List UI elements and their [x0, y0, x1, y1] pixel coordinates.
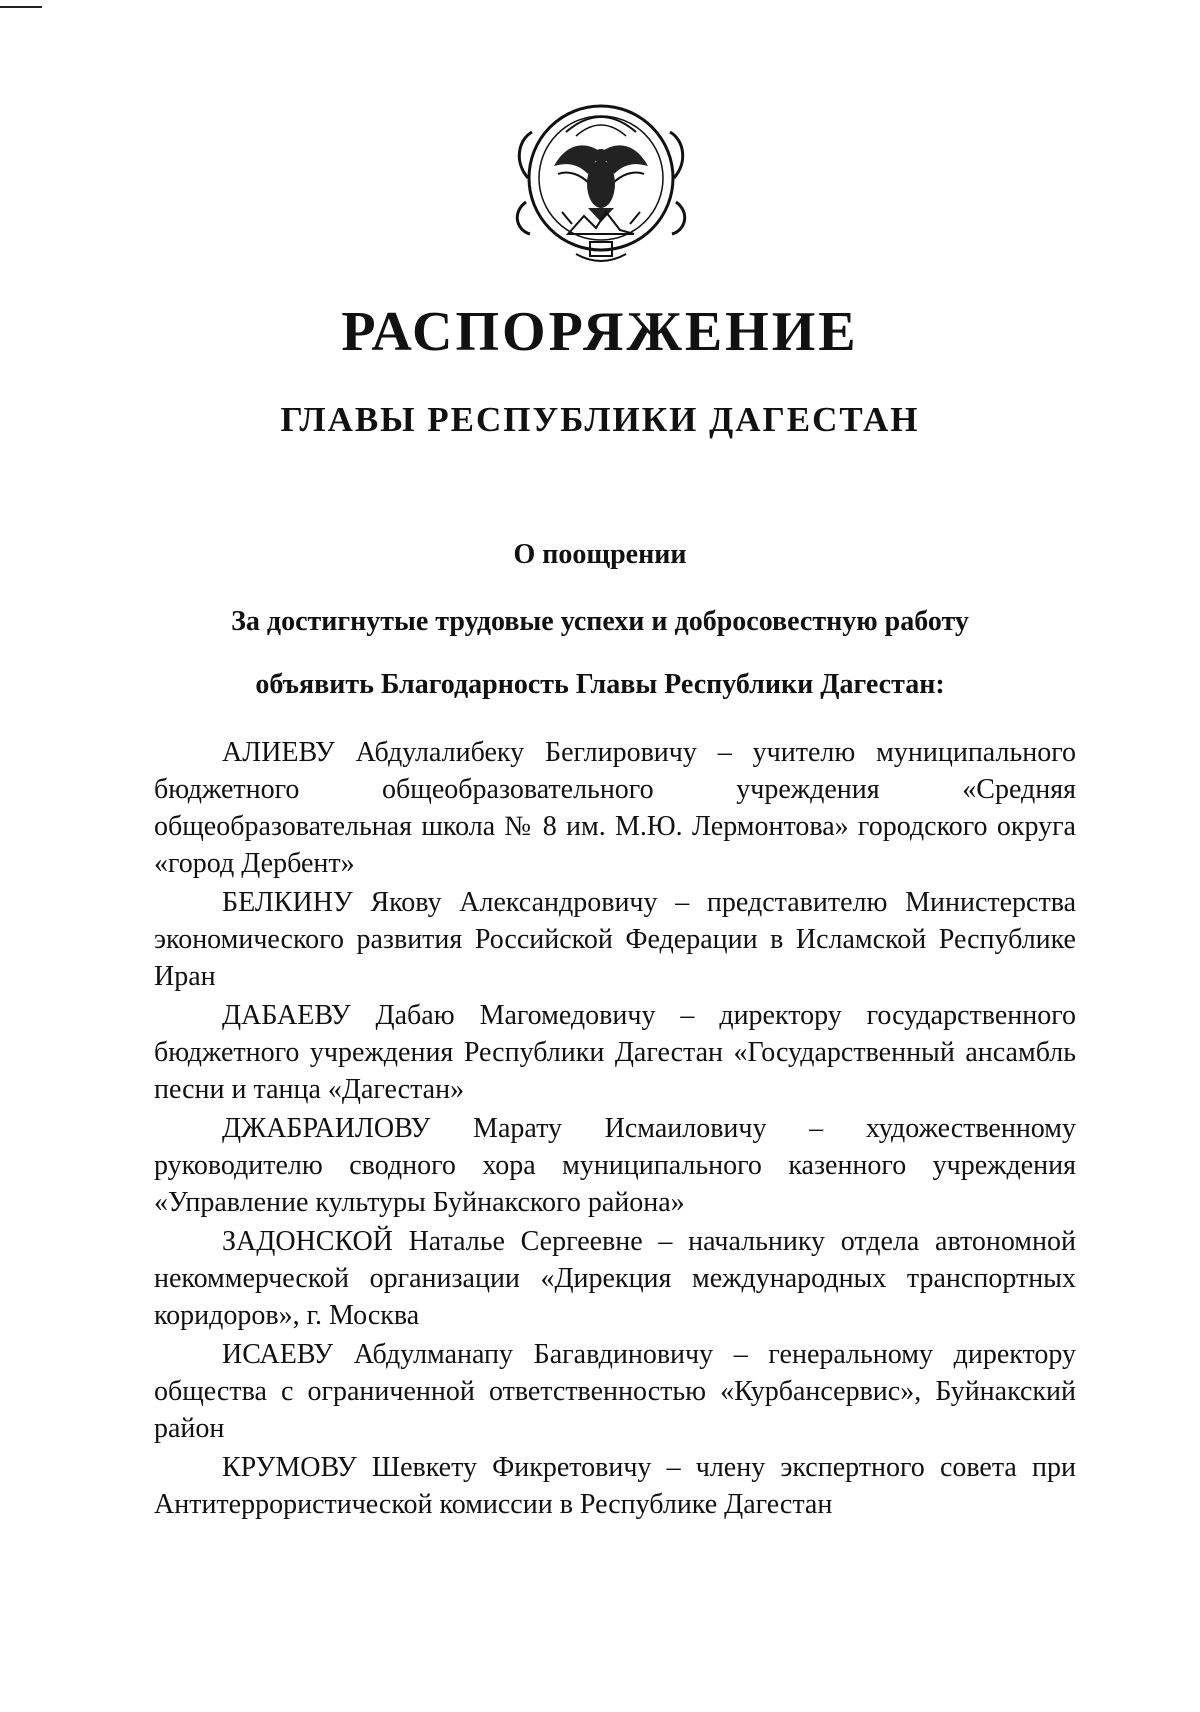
- award-entry: КРУМОВУ Шевкету Фикретовичу – члену экспертного совета при Антитеррористической комиссии в Республике Дагестан: [154, 1452, 1076, 1520]
- intro-line-1: За достигнутые трудовые успехи и добросовестную работу: [231, 606, 969, 637]
- document-subtitle: ГЛАВЫ РЕСПУБЛИКИ ДАГЕСТАН: [280, 400, 920, 439]
- award-entry: ЗАДОНСКОЙ Наталье Сергеевне – начальнику отдела автономной некоммерческой организации «Дирекция международных транспортных коридоров», г. Москва: [154, 1226, 1076, 1331]
- award-entry: ДАБАЕВУ Дабаю Магомедовичу – директору государственного бюджетного учреждения Республики Дагестан «Государственный ансамбль песни и танца «Дагестан»: [154, 1000, 1076, 1105]
- award-list: [154, 734, 1076, 1525]
- intro-line-2: объявить Благодарность Главы Республики Дагестан:: [255, 669, 945, 700]
- document-heading: О поощрении: [513, 539, 687, 570]
- coat-of-arms-icon: [506, 92, 696, 268]
- award-entry: БЕЛКИНУ Якову Александровичу – представителю Министерства экономического развития Российской Федерации в Исламской Республике Иран: [154, 887, 1076, 992]
- award-entry: АЛИЕВУ Абдулалибеку Беглировичу – учителю муниципального бюджетного общеобразовательного учреждения «Средняя общеобразовательная школа № 8 им. М.Ю. Лермонтова» городского округа «город Дербент»: [154, 737, 1076, 879]
- scan-edge-mark: [0, 6, 42, 8]
- document-title: РАСПОРЯЖЕНИЕ: [341, 301, 859, 363]
- award-entry: ИСАЕВУ Абдулманапу Багавдиновичу – генеральному директору общества с ограниченной ответственностью «Курбансервис», Буйнакский район: [154, 1339, 1076, 1444]
- award-entry: ДЖАБРАИЛОВУ Марату Исмаиловичу – художественному руководителю сводного хора муниципального казенного учреждения «Управление культуры Буйнакского района»: [154, 1113, 1076, 1218]
